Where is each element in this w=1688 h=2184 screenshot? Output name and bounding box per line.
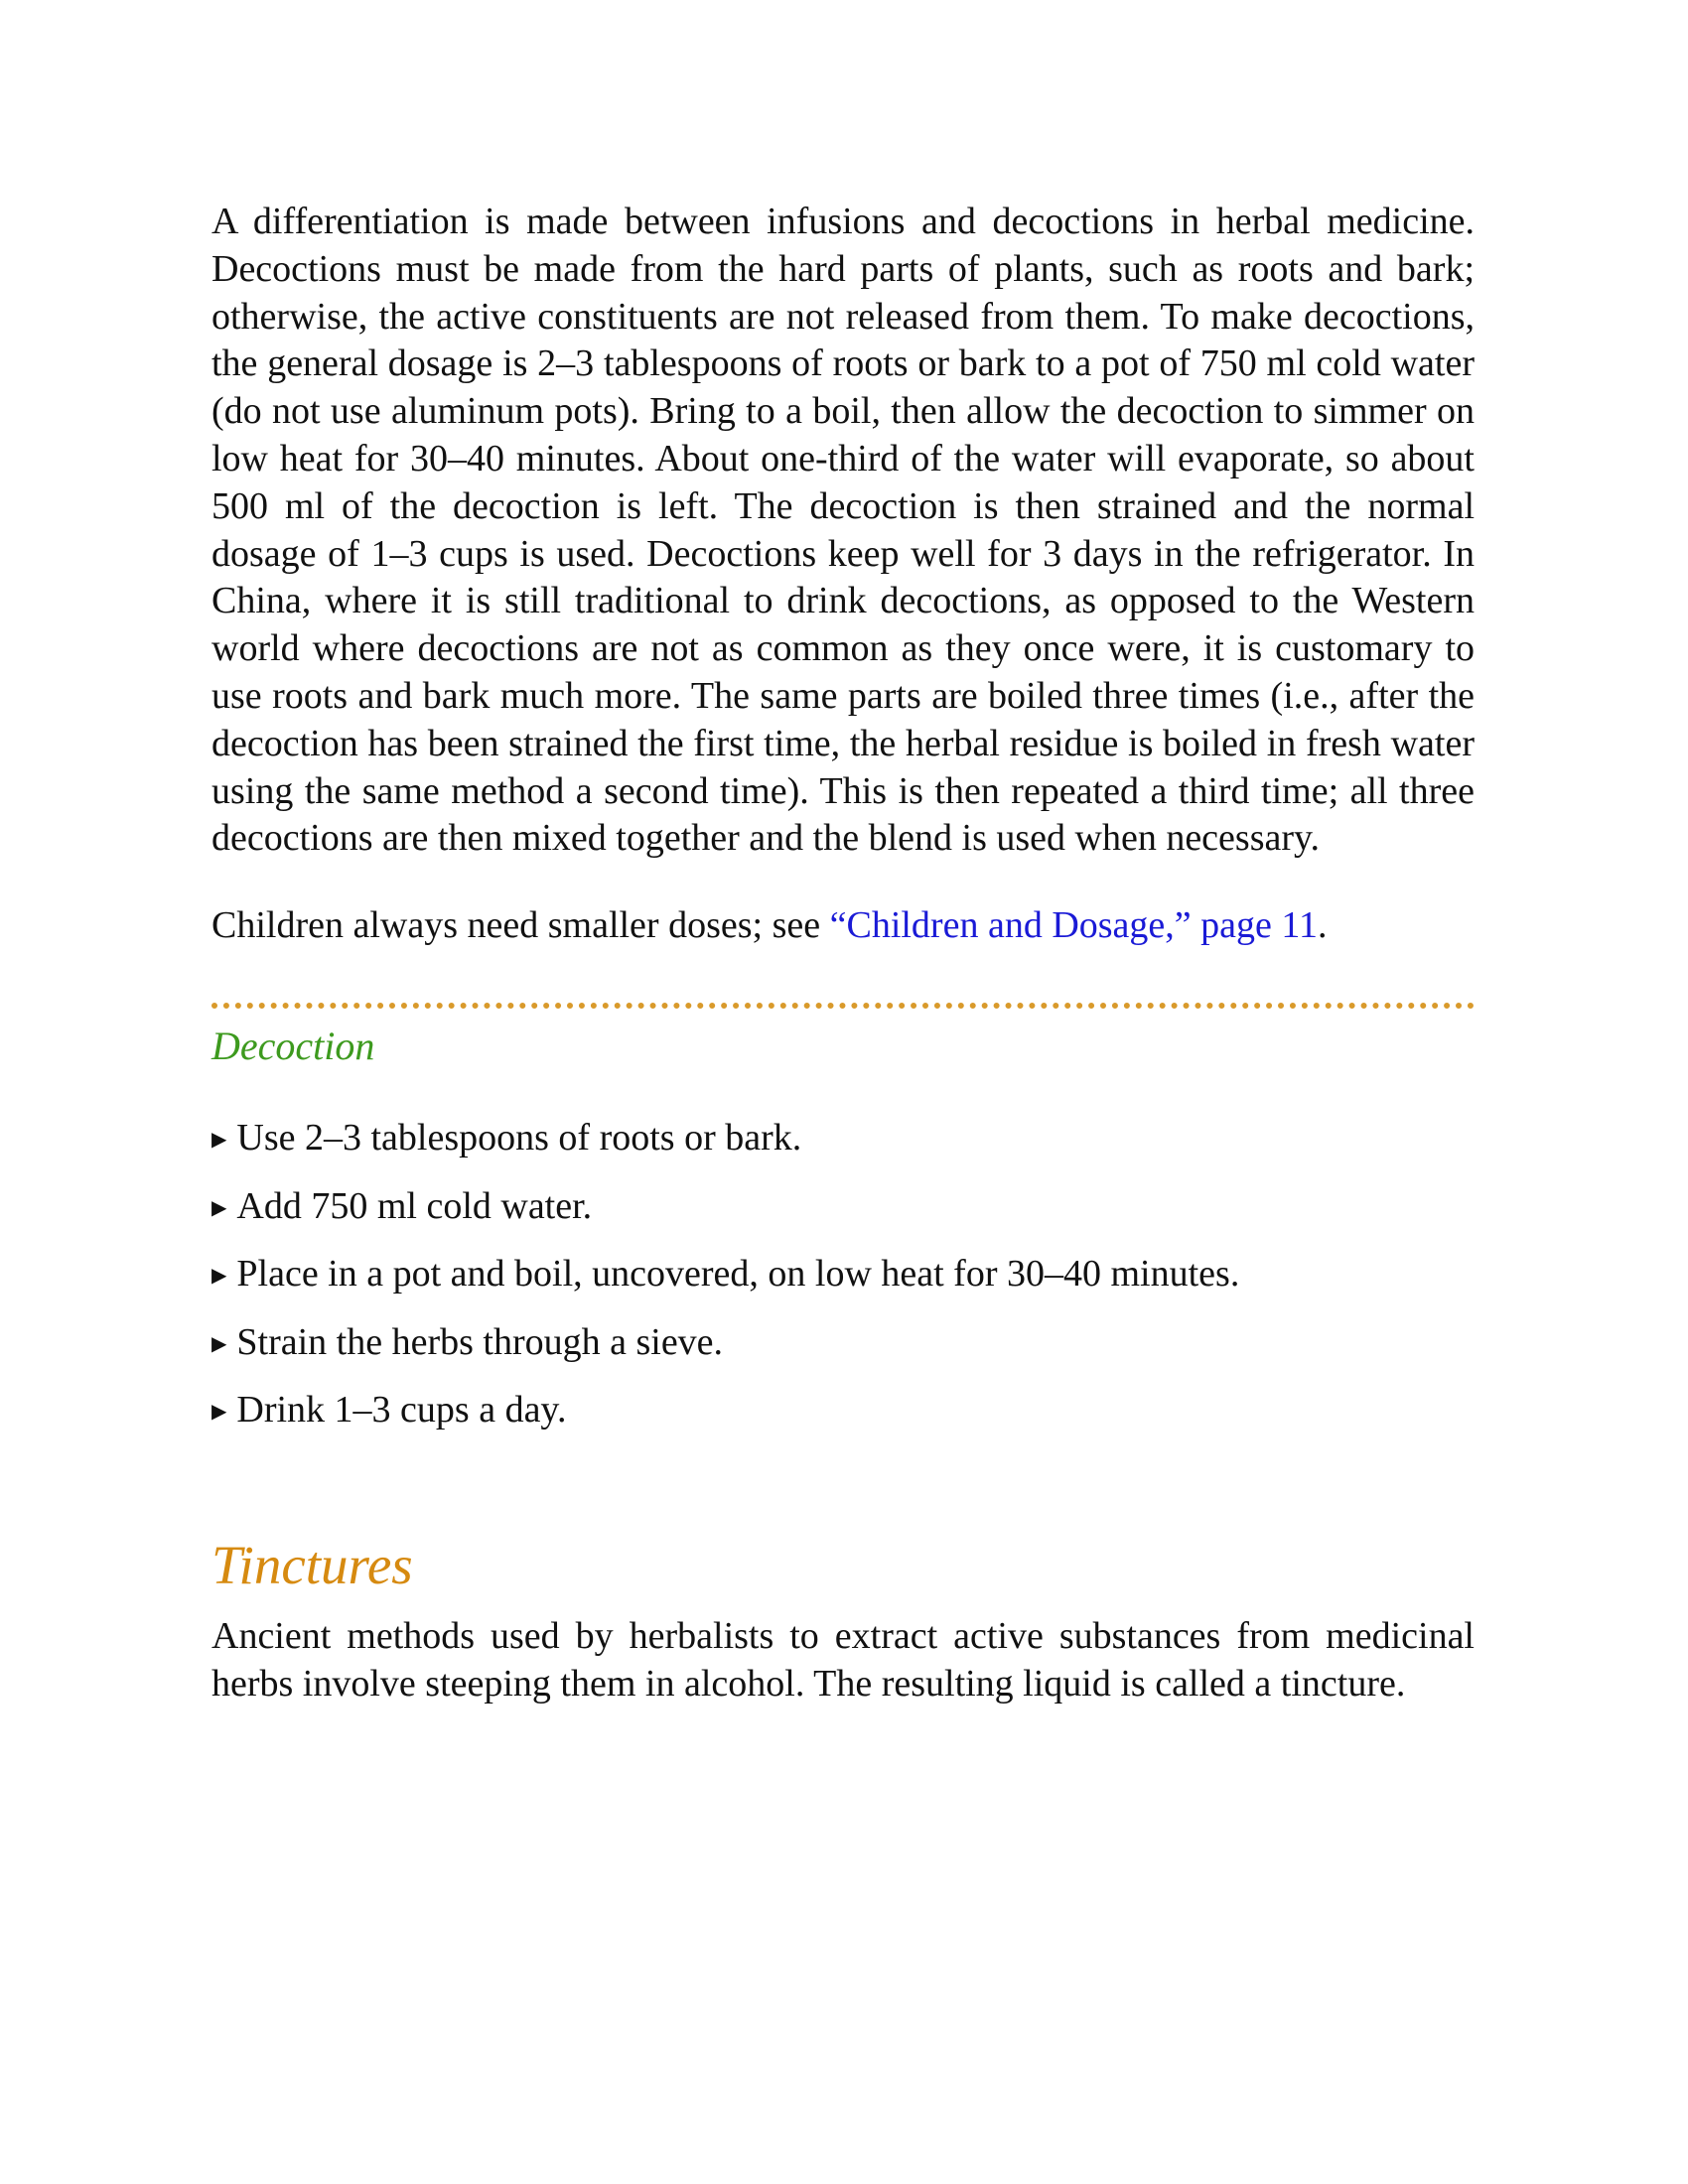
list-item [211, 1251, 1475, 1304]
triangle-bullet-icon: ▶ [211, 1196, 227, 1219]
tinctures-heading: Tinctures [211, 1535, 413, 1596]
step-text: Add 750 ml cold water. [236, 1184, 593, 1227]
children-dosage-link[interactable]: “Children and Dosage,” page 11 [829, 904, 1318, 947]
dotted-divider [211, 1003, 1475, 1009]
page-content [211, 199, 1475, 1708]
tinctures-paragraph: Ancient methods used by herbalists to extract active substances from medicinal herbs involve steeping them in alcohol. The resulting liquid is called a tincture. [211, 1615, 1475, 1705]
list-item [211, 1183, 1475, 1237]
list-item [211, 1387, 1475, 1440]
triangle-bullet-icon: ▶ [211, 1128, 227, 1151]
triangle-bullet-icon: ▶ [211, 1265, 227, 1288]
step-text: Drink 1–3 cups a day. [236, 1389, 567, 1432]
list-item [211, 1115, 1475, 1168]
decoction-steps-list [211, 1115, 1475, 1440]
step-text: Place in a pot and boil, uncovered, on low heat for 30–40 minutes. [236, 1253, 1240, 1296]
children-note [211, 902, 1475, 950]
children-note-prefix: Children always need smaller doses; see [211, 904, 830, 947]
decoction-box-title: Decoction [211, 1023, 375, 1068]
children-note-suffix: . [1317, 904, 1328, 947]
step-text: Strain the herbs through a sieve. [236, 1320, 724, 1363]
triangle-bullet-icon: ▶ [211, 1401, 227, 1424]
list-item [211, 1319, 1475, 1373]
triangle-bullet-icon: ▶ [211, 1332, 227, 1355]
decoction-paragraph: A differentiation is made between infusions and decoctions in herbal medicine. Decoctions must be made from the hard parts of plants, such as roots and bark; otherwise, the active constituents are not released from them. To make decoctions, the general dosage is 2–3 tablespoons of roots or bark to a pot of 750 ml cold water (do not use aluminum pots). Bring to a boil, then allow the decoction to simmer on low heat for 30–40 minutes. About one-third of the water will evaporate, so about 500 ml of the decoction is left. The decoction is then strained and the normal dosage of 1–3 cups is used. Decoctions keep well for 3 days in the refrigerator. In China, where it is still traditional to drink decoctions, as opposed to the Western world where decoctions are not as common as they once were, it is customary to use roots and bark much more. The same parts are boiled three times (i.e., after the decoction has been strained the first time, the herbal residue is boiled in fresh water using the same method a second time). This is then repeated a third time; all three decoctions are then mixed together and the blend is used when necessary. [211, 201, 1475, 860]
step-text: Use 2–3 tablespoons of roots or bark. [236, 1116, 802, 1159]
